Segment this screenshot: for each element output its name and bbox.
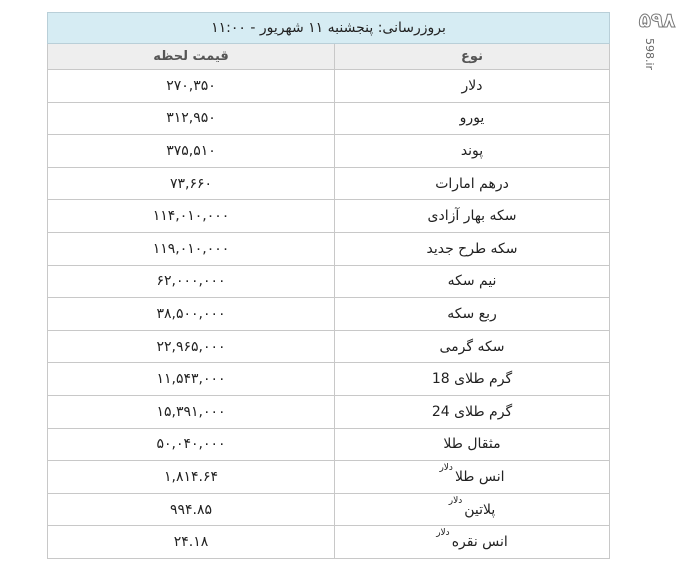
type-label: گرم طلای 24 [431,403,513,420]
price-cell: ۳۷۵,۵۱۰ [48,135,335,167]
table-row [47,200,610,233]
unit-label: دلار [439,462,453,473]
type-cell [335,135,609,167]
price-cell: ۱۵,۳۹۱,۰۰۰ [48,396,335,428]
price-cell: ۲۲,۹۶۵,۰۰۰ [48,331,335,363]
table-row [47,103,610,136]
type-cell [335,233,609,265]
type-cell [335,103,609,135]
type-cell [335,70,609,102]
table-row [47,429,610,462]
column-header-type: نوع [461,49,483,64]
type-cell [335,331,609,363]
price-cell: ۵۰,۰۴۰,۰۰۰ [48,429,335,461]
price-cell: ۱,۸۱۴.۶۴ [48,461,335,493]
type-cell [335,494,609,526]
type-cell [335,168,609,200]
price-cell: ۱۱۴,۰۱۰,۰۰۰ [48,200,335,232]
table-body [47,70,610,559]
table-row [47,298,610,331]
type-label: پلاتین [464,501,496,518]
price-cell: ۱۱,۵۴۳,۰۰۰ [48,363,335,395]
type-label: ربع سکه [447,305,497,322]
update-header [47,12,610,44]
logo-site-text: 598.ir [643,38,656,71]
table-row [47,266,610,299]
type-cell [335,396,609,428]
price-cell: ۱۱۹,۰۱۰,۰۰۰ [48,233,335,265]
logo-mark: ۵۹۸ [638,8,676,32]
type-cell [335,200,609,232]
type-label: گرم طلای 18 [431,371,513,388]
type-label: نیم سکه [447,273,497,290]
type-cell [335,461,609,493]
price-cell: ۹۹۴.۸۵ [48,494,335,526]
column-header-price: قیمت لحظه [48,44,335,69]
table-row [47,70,610,103]
type-label: دلار [461,77,483,94]
site-logo [632,8,682,71]
price-cell: ۲۷۰,۳۵۰ [48,70,335,102]
price-cell: ۳۸,۵۰۰,۰۰۰ [48,298,335,330]
type-label: سکه گرمی [439,338,505,355]
type-cell [335,363,609,395]
table-row [47,363,610,396]
price-cell: ۳۱۲,۹۵۰ [48,103,335,135]
unit-label: دلار [436,528,450,539]
type-label: سکه طرح جدید [426,240,518,257]
type-label: سکه بهار آزادی [427,208,517,225]
table-row [47,331,610,364]
table-row [47,526,610,559]
type-cell [335,266,609,298]
unit-label: دلار [448,495,463,506]
price-cell: ۷۳,۶۶۰ [48,168,335,200]
table-row [47,396,610,429]
price-cell: ۶۲,۰۰۰,۰۰۰ [48,266,335,298]
table-row [47,461,610,494]
type-label: یورو [459,110,485,127]
type-label: مثقال طلا [443,436,501,453]
column-header-row [47,44,610,70]
table-row [47,494,610,527]
table-row [47,233,610,266]
type-cell [335,429,609,461]
price-cell: ۲۴.۱۸ [48,526,335,558]
table-row [47,168,610,201]
update-title: بروزرسانی: پنجشنبه ۱۱ شهریور - ۱۱:۰۰ [211,20,446,36]
type-cell [335,298,609,330]
type-label: پوند [460,142,484,159]
type-label: درهم امارات [435,175,509,192]
price-table [47,12,610,559]
type-cell [335,526,609,558]
table-row [47,135,610,168]
type-label: انس طلا [454,468,505,485]
type-label: انس نقره [451,534,508,551]
